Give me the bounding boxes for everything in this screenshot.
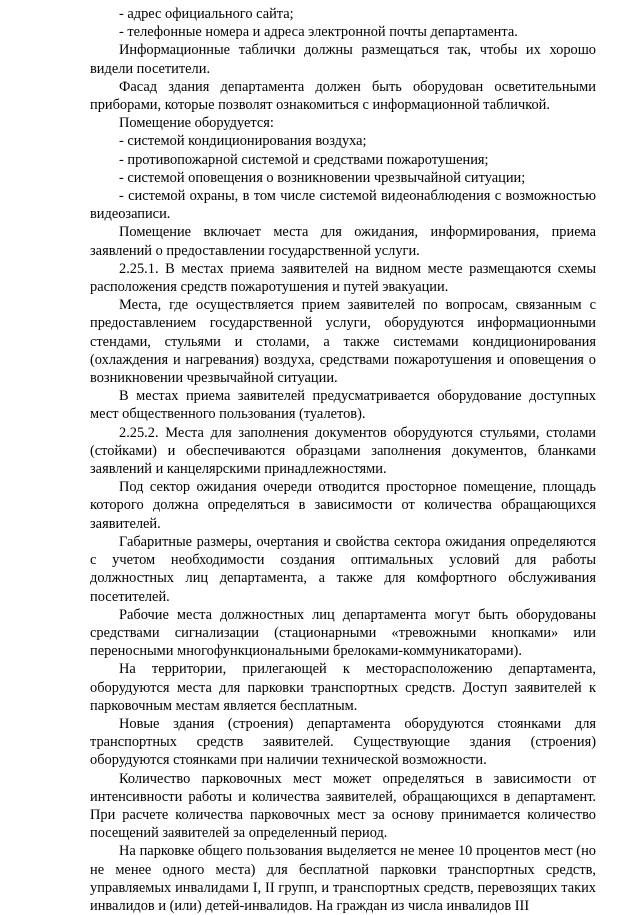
paragraph-11: 2.25.1. В местах приема заявителей на видном месте размещаются схемы расположения средств пожаротушения и путей эвакуации.: [90, 260, 596, 296]
paragraph-7: - противопожарной системой и средствами пожаротушения;: [119, 151, 489, 168]
paragraph-8: - системой оповещения о возникновении чрезвычайной ситуации;: [119, 169, 526, 186]
paragraph-13: В местах приема заявителей предусматривается оборудование доступных мест общественного пользования (туалетов).: [90, 388, 596, 423]
paragraph-2: - телефонные номера и адреса электронной почты департамента.: [119, 24, 518, 41]
paragraph-19: Новые здания (строения) департамента оборудуются стоянками для транспортных средств заявителей. Существующие здания (строения) оборудуются стоянками при наличии технической возможности.: [90, 715, 596, 769]
paragraph-5: Помещение оборудуется:: [119, 115, 274, 132]
paragraph-20: Количество парковочных мест может определяться в зависимости от интенсивности работы и количества заявителей, обращающихся в департамент. При расчете количества парковочных мест за основу принимается количество посещений заявителей за определенный период.: [90, 770, 596, 842]
document-page: [90, 5, 596, 915]
paragraph-18: На территории, прилегающей к месторасположению департамента, оборудуются места для парковки транспортных средств. Доступ заявителей к парковочным местам является бесплатным.: [90, 661, 596, 714]
paragraph-1: - адрес официального сайта;: [119, 6, 294, 22]
paragraph-14: 2.25.2. Места для заполнения документов оборудуются стульями, столами (стойками) и обеспечиваются образцами заполнения документов, бланками заявлений и канцелярскими принадлежностями.: [90, 424, 596, 478]
paragraph-6: - системой кондиционирования воздуха;: [119, 133, 367, 150]
paragraph-17: Рабочие места должностных лиц департамента могут быть оборудованы средствами сигнализации (стационарными «тревожными кнопками» или переносными многофункциональными брелоками-коммуникаторами).: [90, 606, 596, 660]
paragraph-21: На парковке общего пользования выделяется не менее 10 процентов мест (но не менее одного места) для бесплатной парковки транспортных средств, управляемых инвалидами I, II групп, и транспортных средств, перевозящих таких инвалидов и (или) детей-инвалидов. На граждан из числа инвалидов III: [90, 843, 596, 914]
paragraph-15: Под сектор ожидания очереди отводится просторное помещение, площадь которого должна определяться в зависимости от количества обращающихся заявителей.: [90, 479, 596, 532]
paragraph-9: - системой охраны, в том числе системой видеонаблюдения с возможностью видеозаписи.: [90, 188, 596, 223]
paragraph-3: Информационные таблички должны размещаться так, чтобы их хорошо видели посетители.: [90, 42, 596, 77]
paragraph-10: Помещение включает места для ожидания, информирования, приема заявлений о предоставлении государственной услуги.: [90, 224, 596, 259]
paragraph-12: Места, где осуществляется прием заявителей по вопросам, связанным с предоставлением государственной услуги, оборудуются информационными стендами, стульями и столами, а также системами кондиционирования (охлаждения и нагревания) воздуха, средствами пожаротушения и оповещения о возникновении чрезвычайной ситуации.: [90, 297, 596, 387]
paragraph-4: Фасад здания департамента должен быть оборудован осветительными приборами, которые позволят ознакомиться с информационной табличкой.: [90, 78, 596, 114]
paragraph-16: Габаритные размеры, очертания и свойства сектора ожидания определяются с учетом необходимости создания оптимальных условий для работы должностных лиц департамента, а также для комфортного обслуживания посетителей.: [90, 533, 596, 605]
